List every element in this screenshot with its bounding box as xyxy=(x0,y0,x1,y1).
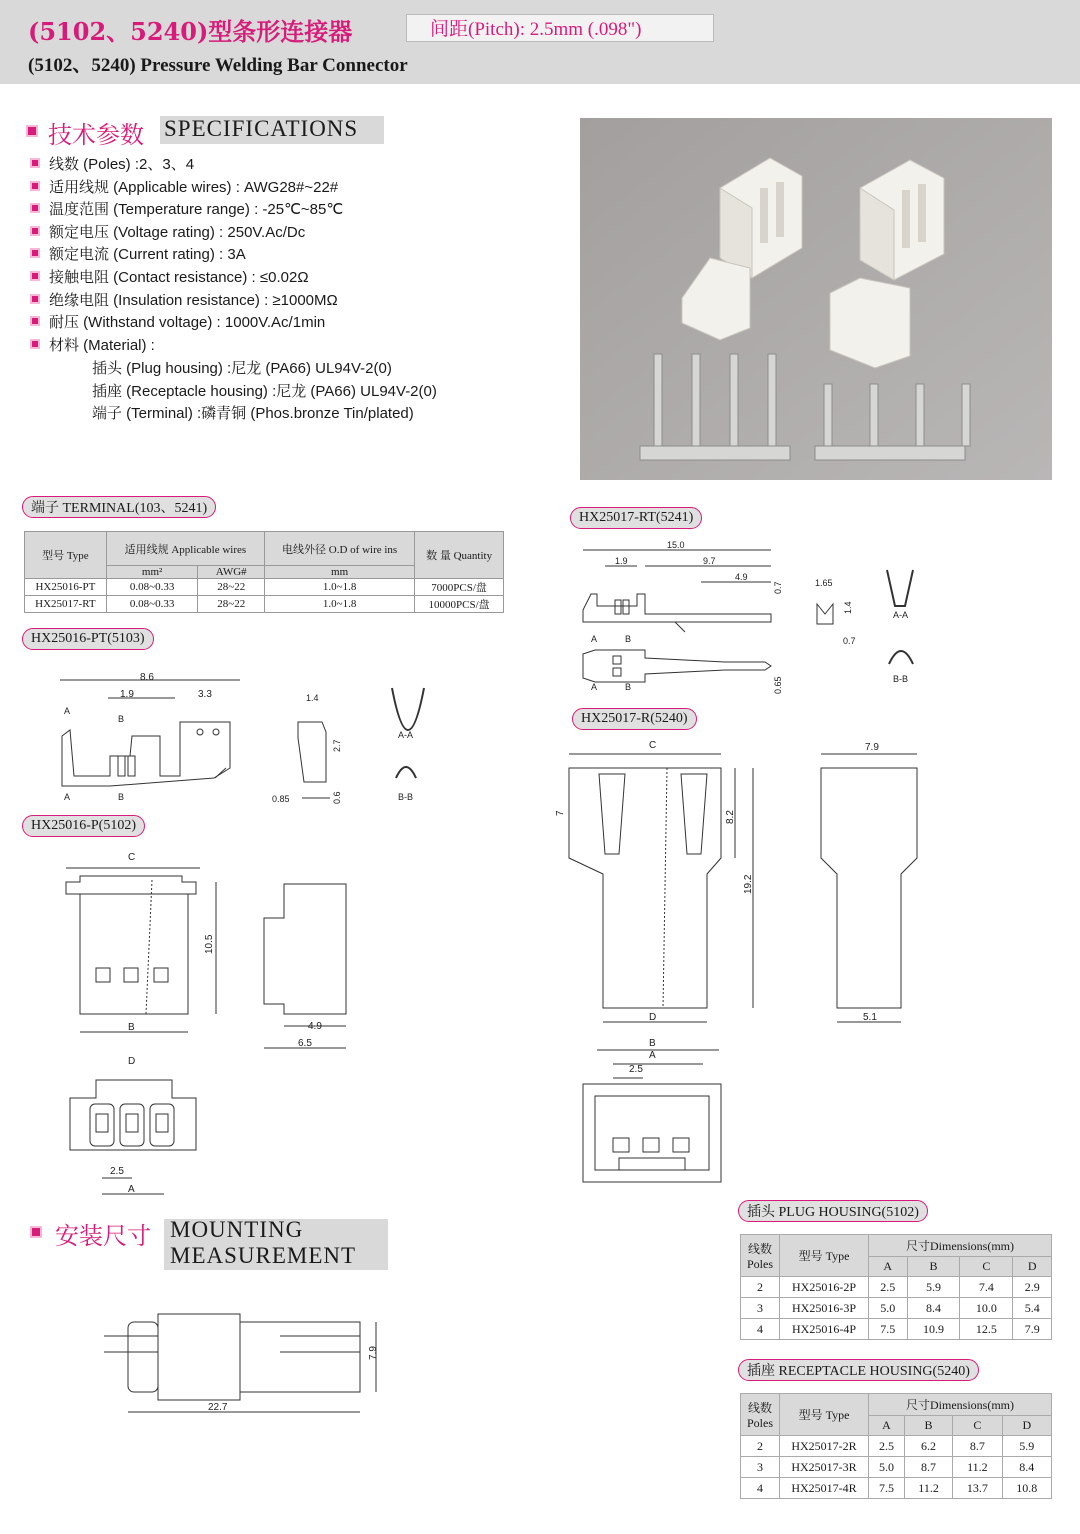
table-row: 4 HX25016-4P 7.5 10.9 12.5 7.9 xyxy=(741,1319,1052,1340)
svg-text:0.7: 0.7 xyxy=(773,581,783,594)
svg-text:A-A: A-A xyxy=(893,610,909,620)
svg-text:19.2: 19.2 xyxy=(743,874,754,894)
svg-text:0.85: 0.85 xyxy=(272,794,290,804)
mounting-drawing xyxy=(100,1296,400,1426)
svg-text:22.7: 22.7 xyxy=(208,1402,228,1413)
material-item: 插座 (Receptacle housing) :尼龙 (PA66) UL94V-2(0) xyxy=(92,383,437,400)
svg-text:9.7: 9.7 xyxy=(703,556,716,566)
receptacle-dimensions-table: 线数 Poles 型号 Type 尺寸Dimensions(mm) A B C D 2 HX25017-2R 2.5 6.2 8.7 5.9 3 HX25017-3R 5.0 8.7 11.2 8.4 4 HX25017-4R 7.5 11.2 13.7 10.8 xyxy=(740,1393,1052,1499)
specs-heading-cn: 技术参数 xyxy=(48,121,144,149)
svg-text:A: A xyxy=(64,706,71,716)
spec-item: 耐压 (Withstand voltage) : 1000V.Ac/1min xyxy=(30,310,325,332)
svg-text:4.9: 4.9 xyxy=(308,1021,322,1032)
svg-text:4.9: 4.9 xyxy=(735,572,748,582)
r-housing-drawing xyxy=(555,738,955,1188)
svg-text:2.5: 2.5 xyxy=(629,1064,643,1075)
spec-item: 温度范围 (Temperature range) : -25℃~85℃ xyxy=(30,197,343,219)
svg-text:6.5: 6.5 xyxy=(298,1038,312,1049)
svg-text:7.9: 7.9 xyxy=(865,742,879,753)
rt-drawing-tag: HX25017-RT(5241) xyxy=(570,507,702,529)
svg-text:B: B xyxy=(118,714,125,724)
svg-text:3.3: 3.3 xyxy=(198,689,212,700)
svg-text:7: 7 xyxy=(555,810,566,816)
svg-text:B-B: B-B xyxy=(893,674,909,684)
r-drawing-tag: HX25017-R(5240) xyxy=(572,708,697,730)
svg-text:10.5: 10.5 xyxy=(204,934,215,954)
table-row: 3 HX25016-3P 5.0 8.4 10.0 5.4 xyxy=(741,1298,1052,1319)
terminal-tag: 端子 TERMINAL(103、5241) xyxy=(22,496,216,518)
product-photo xyxy=(580,118,1052,480)
receptacle-table-tag: 插座 RECEPTACLE HOUSING(5240) xyxy=(738,1359,979,1381)
svg-text:A: A xyxy=(591,682,598,692)
section-bullet-icon xyxy=(30,1226,42,1238)
spec-item: 绝缘电阻 (Insulation resistance) : ≥1000MΩ xyxy=(30,288,338,310)
svg-text:B-B: B-B xyxy=(398,792,414,802)
svg-text:1.4: 1.4 xyxy=(843,601,853,614)
mounting-heading-en: MEASUREMENT xyxy=(170,1243,357,1268)
page-subtitle: (5102、5240) Pressure Welding Bar Connector xyxy=(28,55,408,76)
specs-heading-en: SPECIFICATIONS xyxy=(164,116,359,141)
terminal-table: 型号 Type 适用线规 Applicable wires 电线外径 O.D of wire ins 数 量 Quantity mm² AWG# mm HX25016-PT 0.08~0.33 28~22 1.0~1.8 7000PCS/盘 HX25017-RT 0.08~0.33 28~22 1.0~1.8 10000PCS/盘 xyxy=(24,531,504,613)
svg-text:2.7: 2.7 xyxy=(332,739,342,752)
svg-text:C: C xyxy=(649,740,657,751)
svg-text:A: A xyxy=(591,634,598,644)
col-type: 型号 Type xyxy=(25,532,107,579)
svg-text:A: A xyxy=(649,1050,656,1061)
svg-text:B: B xyxy=(128,1022,135,1033)
svg-text:C: C xyxy=(128,852,136,863)
svg-text:B: B xyxy=(118,792,125,802)
svg-text:15.0: 15.0 xyxy=(667,540,685,550)
svg-text:8.2: 8.2 xyxy=(725,810,736,824)
svg-text:1.4: 1.4 xyxy=(306,693,319,703)
svg-text:A: A xyxy=(64,792,71,802)
table-row: 2 HX25016-2P 2.5 5.9 7.4 2.9 xyxy=(741,1277,1052,1298)
svg-text:D: D xyxy=(649,1012,657,1023)
table-row: 2 HX25017-2R 2.5 6.2 8.7 5.9 xyxy=(741,1436,1052,1457)
col-od: 电线外径 O.D of wire ins xyxy=(265,532,415,566)
svg-text:A-A: A-A xyxy=(398,730,414,740)
svg-text:0.6: 0.6 xyxy=(332,791,342,804)
material-item: 插头 (Plug housing) :尼龙 (PA66) UL94V-2(0) xyxy=(92,360,392,377)
p-drawing-tag: HX25016-P(5102) xyxy=(22,815,145,837)
spec-item: 适用线规 (Applicable wires) : AWG28#~22# xyxy=(30,175,338,197)
svg-text:B: B xyxy=(625,682,632,692)
page-title: (5102、5240)型条形连接器 xyxy=(28,17,353,46)
material-item: 端子 (Terminal) :磷青铜 (Phos.bronze Tin/plated) xyxy=(92,405,414,422)
svg-text:1.9: 1.9 xyxy=(615,556,628,566)
spec-item: 额定电流 (Current rating) : 3A xyxy=(30,242,246,264)
spec-item: 额定电压 (Voltage rating) : 250V.Ac/Dc xyxy=(30,220,305,242)
table-row: HX25017-RT 0.08~0.33 28~22 1.0~1.8 10000PCS/盘 xyxy=(25,596,504,613)
pitch-label: 间距(Pitch): 2.5mm (.098") xyxy=(430,19,642,40)
col-qty: 数 量 Quantity xyxy=(415,532,504,579)
spec-item: 线数 (Poles) :2、3、4 xyxy=(30,152,194,174)
mounting-heading-en: MOUNTING xyxy=(170,1217,304,1242)
svg-text:2.5: 2.5 xyxy=(110,1166,124,1177)
table-row: 3 HX25017-3R 5.0 8.7 11.2 8.4 xyxy=(741,1457,1052,1478)
table-row: 4 HX25017-4R 7.5 11.2 13.7 10.8 xyxy=(741,1478,1052,1499)
section-bullet-icon xyxy=(26,125,38,137)
mounting-heading-cn: 安装尺寸 xyxy=(55,1222,151,1250)
svg-text:B: B xyxy=(625,634,632,644)
svg-text:0.7: 0.7 xyxy=(843,636,856,646)
svg-text:A: A xyxy=(128,1184,135,1195)
rt-terminal-drawing xyxy=(575,534,965,704)
plug-dimensions-table: 线数 Poles 型号 Type 尺寸Dimensions(mm) A B C D 2 HX25016-2P 2.5 5.9 7.4 2.9 3 HX25016-3P 5.0 8.4 10.0 5.4 4 HX25016-4P 7.5 10.9 12.5 7.9 xyxy=(740,1234,1052,1340)
spec-item: 接触电阻 (Contact resistance) : ≤0.02Ω xyxy=(30,265,309,287)
pt-terminal-drawing xyxy=(40,668,470,818)
svg-text:7.9: 7.9 xyxy=(368,1346,379,1360)
svg-text:B: B xyxy=(649,1038,656,1049)
svg-text:0.65: 0.65 xyxy=(773,676,783,694)
spec-item: 材料 (Material) : xyxy=(30,333,155,355)
svg-text:8.6: 8.6 xyxy=(140,672,154,683)
plug-table-tag: 插头 PLUG HOUSING(5102) xyxy=(738,1200,928,1222)
p-housing-drawing xyxy=(60,848,360,1198)
svg-text:5.1: 5.1 xyxy=(863,1012,877,1023)
svg-text:D: D xyxy=(128,1056,136,1067)
svg-text:1.65: 1.65 xyxy=(815,578,833,588)
col-wires: 适用线规 Applicable wires xyxy=(106,532,264,566)
pt-drawing-tag: HX25016-PT(5103) xyxy=(22,628,154,650)
svg-text:1.9: 1.9 xyxy=(120,689,134,700)
table-row: HX25016-PT 0.08~0.33 28~22 1.0~1.8 7000PCS/盘 xyxy=(25,579,504,596)
